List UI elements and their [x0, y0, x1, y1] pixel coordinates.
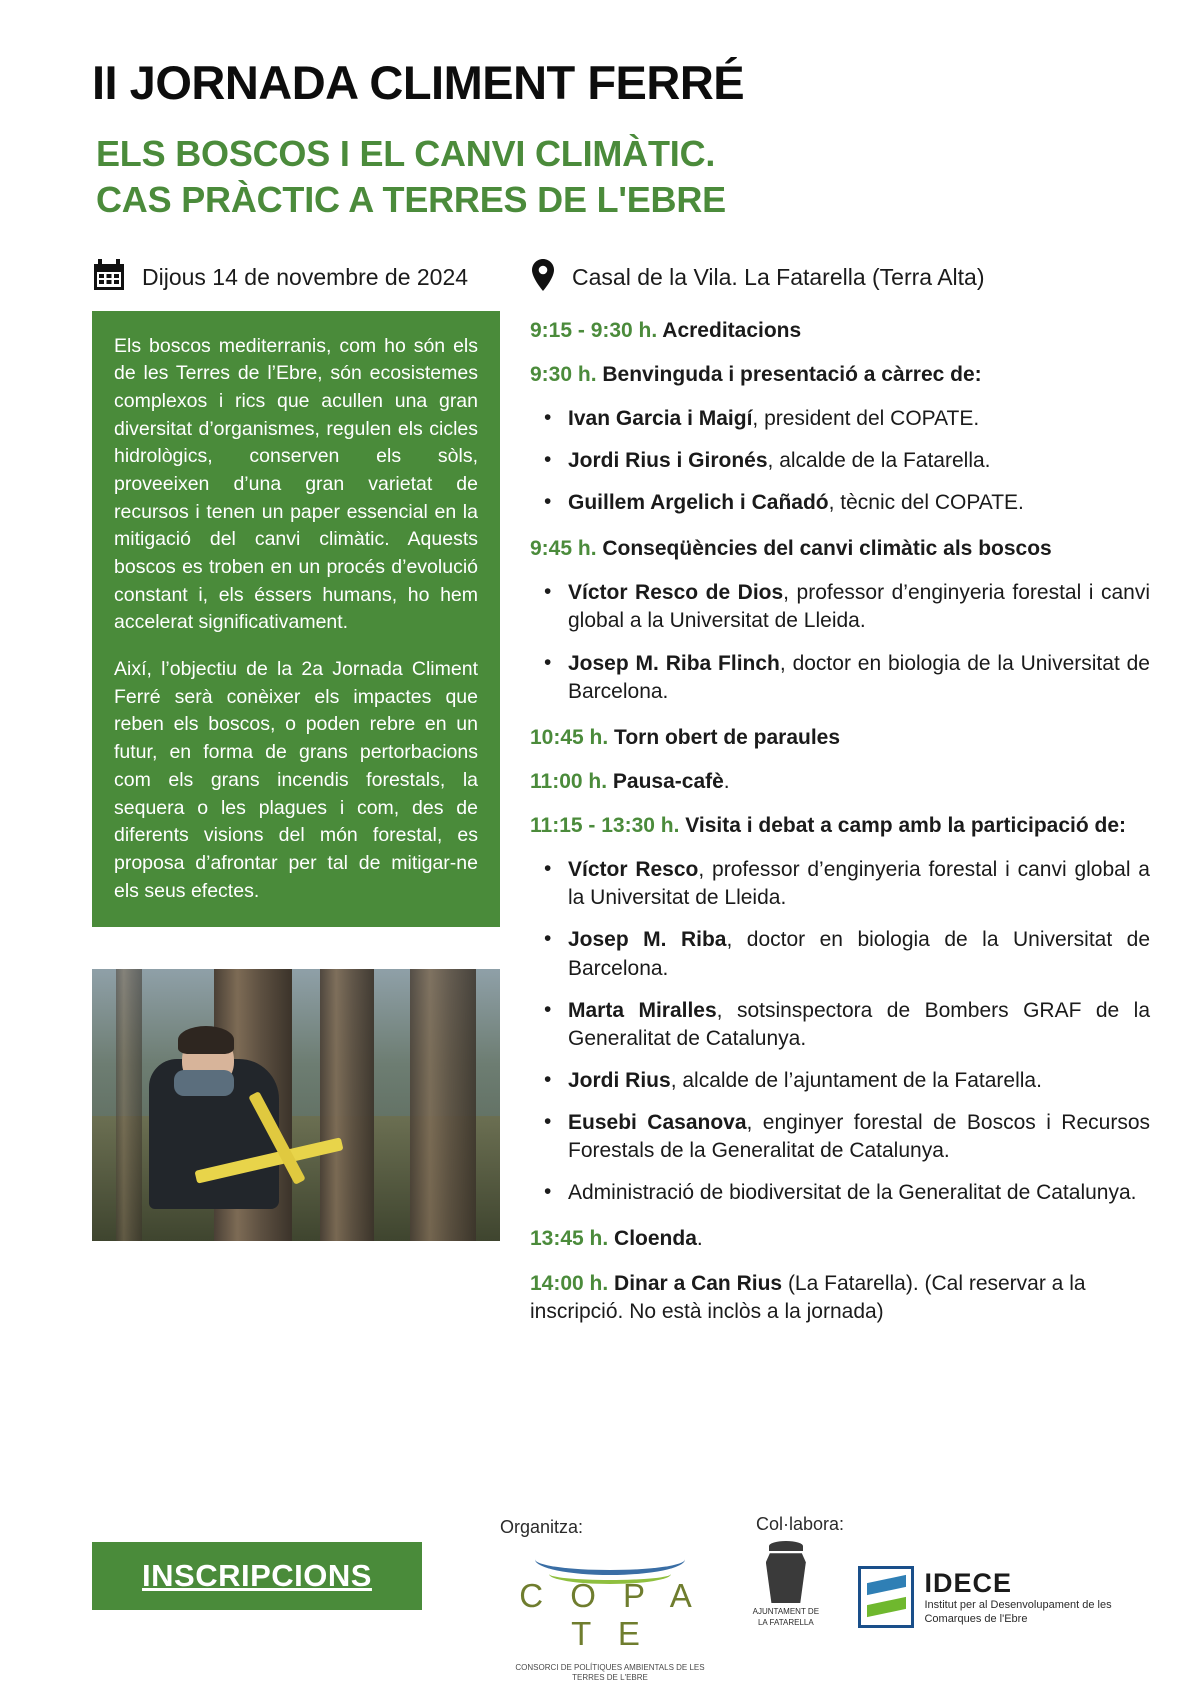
page-subtitle — [96, 131, 1160, 223]
collaborator-logos — [750, 1541, 1150, 1628]
speaker-role: , doctor en biologia de la Universitat de Barcelona. — [568, 928, 1150, 980]
idece-text-block — [924, 1568, 1150, 1627]
speaker-role: , president del COPATE. — [752, 406, 980, 430]
poster-page — [0, 56, 1200, 1682]
programme-slot — [530, 724, 1150, 752]
subtitle-line-2: CAS PRÀCTIC A TERRES DE L'EBRE — [96, 179, 726, 221]
programme-slot — [530, 768, 1150, 796]
collaborator-label: Col·labora: — [756, 1514, 845, 1535]
slot-head: Acreditacions — [657, 318, 802, 342]
ajuntament-logo — [750, 1541, 822, 1628]
programme — [530, 317, 1160, 1342]
intro-paragraph-2: Així, l’objectiu de la 2a Jornada Climent Ferré serà conèixer els impactes que reben els boscos, o poden rebre en un futur, en forma de grans pertorbacions com els grans incendis forestals, la sequera o les plagues i com, des de diferents visions del món forestal, es proposa d’afrontar per tal de mitigar-ne els seus efectes. — [114, 658, 478, 902]
programme-slot — [530, 535, 1150, 563]
photo-person-scarf — [174, 1070, 234, 1096]
speaker-role: Administració de biodiversitat de la Generalitat de Catalunya. — [568, 1181, 1137, 1205]
forest-photo — [92, 969, 500, 1241]
slot-head: Torn obert de paraules — [608, 725, 841, 749]
event-location-text: Casal de la Vila. La Fatarella (Terra Alta) — [572, 263, 985, 290]
speaker-name: Marta Miralles — [568, 998, 717, 1022]
collaborators-block — [750, 1514, 1150, 1628]
slot-tail: (La Fatarella). (Cal reservar a la inscripció. No està inclòs a la jornada) — [530, 1271, 1086, 1323]
idece-mark-icon — [858, 1566, 915, 1628]
slot-head: Conseqüències del canvi climàtic als boscos — [596, 537, 1052, 561]
slot-tail: . — [696, 1227, 703, 1251]
slot-time: 10:45 h. — [530, 725, 609, 749]
slot-time: 11:00 h. — [530, 769, 608, 793]
event-location — [530, 258, 985, 297]
list-item — [530, 447, 1150, 475]
slot-head: Dinar a Can Rius — [608, 1271, 783, 1295]
slot-head: Visita i debat a camp amb la participació de: — [679, 814, 1127, 837]
slot-time: 9:30 h. — [530, 362, 597, 386]
content-columns — [40, 311, 1160, 1342]
slot-time: 13:45 h. — [530, 1227, 609, 1251]
list-item — [530, 1109, 1150, 1165]
speaker-name: Ivan Garcia i Maigí — [568, 406, 753, 430]
speaker-role: , professor d’enginyeria forestal i canvi global a la Universitat de Lleida. — [568, 581, 1151, 633]
photo-trunk-second — [320, 969, 374, 1241]
inscriptions-button[interactable]: INSCRIPCIONS — [92, 1542, 422, 1610]
subtitle-line-1: ELS BOSCOS I EL CANVI CLIMÀTIC. — [96, 133, 716, 175]
idece-stripe-blue — [867, 1575, 906, 1595]
speaker-name: Jordi Rius — [568, 1068, 671, 1092]
list-item — [530, 405, 1150, 433]
idece-description: Institut per al Desenvolupament de les Comarques de l'Ebre — [924, 1598, 1112, 1625]
list-item — [530, 489, 1150, 517]
speaker-name: Víctor Resco — [568, 858, 699, 882]
list-item — [530, 650, 1150, 706]
intro-box — [92, 311, 500, 928]
event-meta — [40, 258, 1160, 297]
programme-slot — [530, 361, 1150, 389]
shield-icon — [766, 1553, 806, 1603]
idece-logo — [858, 1566, 1150, 1628]
consequences-speakers-list — [530, 579, 1150, 706]
page-title: II JORNADA CLIMENT FERRÉ — [92, 56, 745, 109]
slot-time: 14:00 h. — [530, 1271, 609, 1295]
ajuntament-caption: AJUNTAMENT DE LA FATARELLA — [752, 1607, 820, 1627]
visit-speakers-list — [530, 856, 1150, 1207]
copate-logo — [500, 1544, 720, 1682]
list-item — [530, 1067, 1150, 1095]
programme-slot — [530, 317, 1150, 345]
copate-wordmark: C O P A T E — [519, 1577, 701, 1652]
programme-slot — [530, 812, 1150, 840]
speaker-name: Eusebi Casanova — [568, 1111, 747, 1134]
speaker-role: , doctor en biologia de la Universitat de Barcelona. — [568, 651, 1150, 703]
organizer-label: Organitza: — [500, 1517, 584, 1537]
copate-tagline: CONSORCI DE POLÍTIQUES AMBIENTALS DE LES TERRES DE L'EBRE — [515, 1663, 705, 1682]
intro-paragraph-1: Els boscos mediterranis, com ho són els de les Terres de l’Ebre, són ecosistemes complexos i rics que acullen una gran diversitat d’organismes, regulen els cicles hidrològics, conserven els sòls, proveeixen d’una gran varietat de recursos i tenen un paper essencial en la mitigació del canvi climàtic. Aquests boscos es troben en un procés d’evolució constant i, els éssers humans, ho hem accelerat significativament. — [114, 334, 478, 634]
speaker-name: Josep M. Riba Flinch — [568, 651, 780, 675]
copate-swoosh-icon — [535, 1544, 685, 1575]
photo-trunk-third — [410, 969, 476, 1241]
idece-name: IDECE — [924, 1567, 1012, 1598]
speaker-role: , tècnic del COPATE. — [828, 491, 1024, 514]
speaker-role: , enginyer forestal de Boscos i Recursos Forestals de la Generalitat de Catalunya. — [568, 1111, 1150, 1163]
programme-slot — [530, 1270, 1150, 1326]
list-item — [530, 926, 1150, 982]
list-item — [530, 579, 1150, 635]
list-item — [530, 856, 1150, 912]
speaker-name: Víctor Resco de Dios — [568, 581, 784, 605]
organizer-block — [500, 1517, 720, 1682]
photo-person-hair — [178, 1026, 234, 1054]
slot-head: Pausa-cafè — [607, 769, 724, 793]
speaker-role: , sotsinspectora de Bombers GRAF de la Generalitat de Catalunya. — [568, 998, 1150, 1050]
slot-head: Benvinguda i presentació a càrrec de: — [596, 362, 982, 386]
map-pin-icon — [530, 258, 556, 297]
speaker-role: , professor d’enginyeria forestal i canvi global a la Universitat de Lleida. — [568, 858, 1150, 910]
calendar-icon — [92, 258, 126, 297]
speaker-name: Josep M. Riba — [568, 928, 727, 952]
speaker-name: Guillem Argelich i Cañadó — [568, 491, 829, 514]
slot-time: 11:15 - 13:30 h. — [530, 814, 680, 837]
list-item — [530, 1179, 1150, 1207]
poster-footer — [0, 1458, 1200, 1682]
welcome-speakers-list — [530, 405, 1150, 517]
photo-trunk-far — [116, 969, 142, 1241]
slot-time: 9:45 h. — [530, 537, 597, 561]
programme-slot — [530, 1225, 1150, 1253]
slot-head: Cloenda — [608, 1227, 697, 1251]
left-column — [92, 311, 500, 1342]
speaker-role: , alcalde de la Fatarella. — [767, 448, 991, 472]
event-date-text: Dijous 14 de novembre de 2024 — [142, 263, 469, 290]
speaker-name: Jordi Rius i Gironés — [568, 448, 768, 472]
slot-time: 9:15 - 9:30 h. — [530, 318, 658, 342]
speaker-role: , alcalde de l’ajuntament de la Fatarella. — [670, 1068, 1042, 1092]
crest-top-icon — [769, 1541, 803, 1551]
slot-tail: . — [723, 769, 730, 793]
event-date — [92, 258, 512, 297]
list-item — [530, 997, 1150, 1053]
